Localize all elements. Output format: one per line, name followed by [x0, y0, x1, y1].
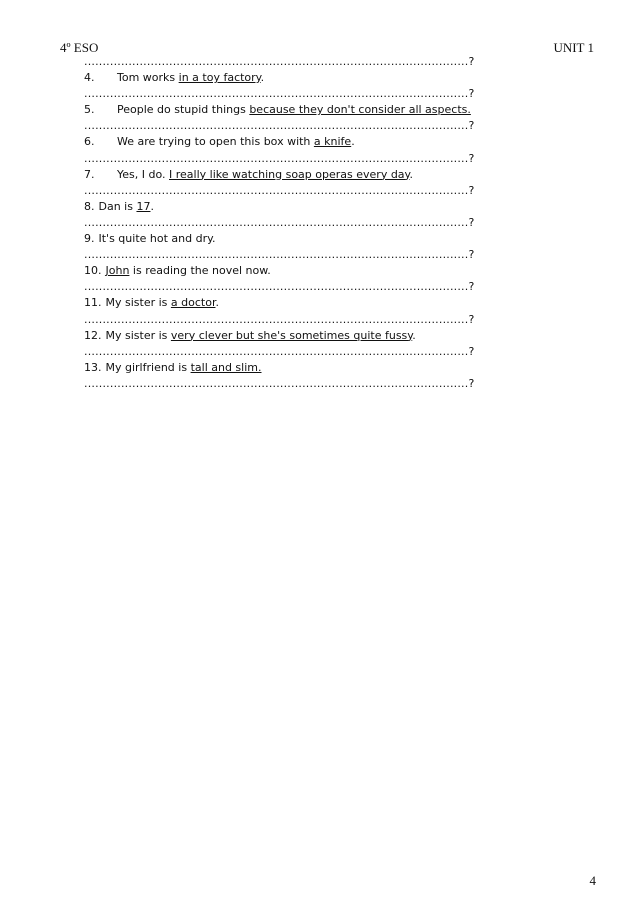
item-text: Yes, I do. [117, 167, 170, 181]
answer-line: ........................................................................................................? [84, 344, 475, 358]
exercise-item-13 [84, 360, 504, 376]
exercise-item-11: 11. My sister is a doctor. [84, 295, 504, 311]
item-number: 11. [84, 296, 102, 310]
item-underlined-text: I really like watching soap operas every day [169, 167, 410, 181]
exercise-item-9 [84, 231, 504, 247]
exercise-item-6: 6. We are trying to open this box with a knife. [84, 134, 504, 150]
item-text: Tom works [117, 71, 179, 85]
item-underlined-text: 17 [136, 199, 151, 213]
answer-line: ........................................................................................................? [84, 248, 475, 262]
item-number: 6. [84, 135, 95, 149]
item-number: 8. [84, 199, 95, 213]
header-course: 4º ESO [60, 40, 99, 55]
item-number: 9. [84, 232, 95, 246]
answer-line: ........................................................................................................? [84, 215, 475, 229]
item-text: My girlfriend is [105, 360, 191, 374]
exercise-item-12: 12. My sister is very clever but she's sometimes quite fussy. [84, 328, 504, 344]
item-underlined-text: a doctor [170, 296, 216, 310]
item-text: People do stupid things [117, 103, 250, 117]
page-number: 4 [589, 873, 596, 888]
header-unit: UNIT 1 [553, 40, 594, 55]
answer-line: ........................................................................................................? [84, 312, 475, 326]
answer-line: ........................................................................................................? [84, 376, 475, 390]
item-number: 10. [84, 264, 102, 278]
item-underlined-text: a knife [313, 135, 352, 149]
answer-line: ........................................................................................................? [84, 280, 475, 294]
exercise-item-4: 4. Tom works in a toy factory. [84, 70, 504, 86]
item-number: 12. [84, 328, 102, 342]
item-text: My sister is [105, 296, 171, 310]
item-underlined-text: because they don't consider all aspects. [249, 103, 471, 117]
item-text: Dan is [98, 199, 137, 213]
item-underlined-text: very clever but she's sometimes quite fussy [170, 328, 413, 342]
item-text: It's quite hot and dry. [98, 232, 216, 246]
item-underlined-text: John [105, 264, 130, 278]
item-underlined-text: tall and slim. [190, 360, 262, 374]
exercise-list [84, 54, 504, 392]
item-text: My sister is [105, 328, 171, 342]
item-underlined-text: in a toy factory [178, 71, 261, 85]
answer-line: ........................................................................................................? [84, 119, 475, 133]
answer-line: ........................................................................................................? [84, 55, 475, 68]
item-number: 13. [84, 360, 102, 374]
item-number: 7. [84, 167, 95, 181]
item-text: We are trying to open this box with [117, 135, 314, 149]
exercise-item-7: 7. Yes, I do. I really like watching soap operas every day. [84, 167, 504, 183]
item-number: 4. [84, 71, 95, 85]
exercise-item-8: 8. Dan is 17. [84, 199, 504, 215]
item-number: 5. [84, 103, 95, 117]
exercise-item-10: 10. John is reading the novel now. [84, 263, 504, 279]
exercise-item-5 [84, 102, 504, 118]
answer-line: ........................................................................................................? [84, 151, 475, 165]
answer-line: ........................................................................................................? [84, 87, 475, 101]
answer-line: ........................................................................................................? [84, 183, 475, 197]
